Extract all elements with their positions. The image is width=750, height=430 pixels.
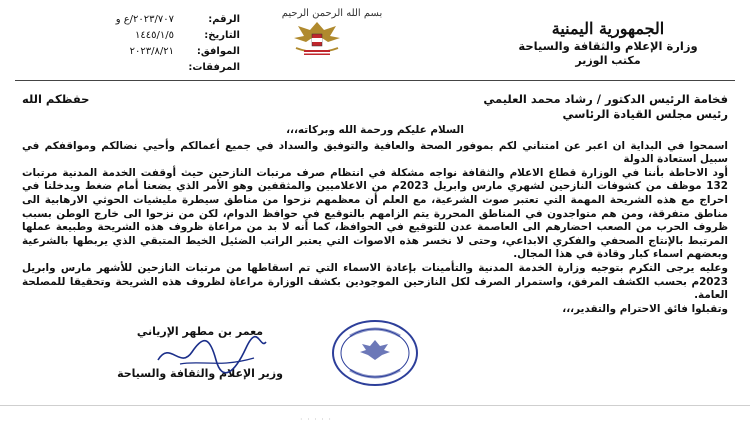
attach-label: المرفقات: bbox=[188, 62, 240, 73]
handwritten-signature bbox=[150, 330, 270, 380]
ministry-name: وزارة الإعلام والثقافة والسياحة bbox=[518, 39, 698, 53]
letter-footer bbox=[0, 405, 750, 430]
ref-value: ٢٠٢٣/٧٠٧/ع و bbox=[115, 14, 174, 25]
addressee: فخامة الرئيس الدكتور / رشاد محمد العليمي bbox=[483, 92, 728, 106]
date-value: ١٤٤٥/١/٥ bbox=[135, 30, 174, 41]
date-row bbox=[20, 28, 240, 44]
attach-value bbox=[20, 60, 180, 76]
office-name: مكتب الوزير bbox=[575, 54, 641, 67]
signer-name: معمر بن مطهر الإرياني bbox=[136, 325, 264, 338]
addressee-line bbox=[22, 92, 728, 107]
paragraph-3: وعليه يرجى التكرم بتوجيه وزارة الخدمة المدنية والتأمينات بإعادة الاسماء التي تم اسقاطها من مرتبات النازحين للأشهر مارس وابريل 2023م بحسب الكشف المرفق، واستمرار الصرف لكل النازحين الموجودين بكشف الوزارة مراعاة لظروف هذه الشريحة وتحقيقا للمصلحة العامة. bbox=[22, 261, 728, 302]
reference-block bbox=[20, 12, 240, 76]
paragraph-2: أود الاحاطة بأننا في الوزارة قطاع الاعلام والثقافة نواجه مشكلة في انتظام صرف مرتبات النازحين حيث أوقفت الخدمة المدنية مرتبات 132 موظف من كشوفات النازحين لشهري مارس وابريل 2023م من الاعلاميين والمثقفين وهو الأمر الذي يضعنا أمام ضغط ويدخلنا في احراج مع هذه الشريحة المهمة التي تعتبر صوت الشرعية، مع العلم أن معظمهم نزحوا من مناطق سيطرة مليشيات الحوثي الارهابية الى مناطق متفرقة، ومن هم متواجدون في المناطق المحررة يتم الزامهم بالتوقيع في حوافظ الدوام، لكن من نزحوا الى خارج الوطن بسبب ظروف الحرب من الصعب احضارهم الى العاصمة عدن للتوقيع في الحوافظ، كما أنه لا بد من مراعاة ظروف هذه الشريحة وطبيعة عملها المرتبط بالإنتاج الصحفي والفكري الابداعي، وحتى لا نخسر هذه الاصوات التي يعتبر الراتب الضئيل الخيط المتبقي الذي يربطها بالشرعية وبعضهم اسماء كبار وقادة في هذا المجال. bbox=[22, 166, 728, 261]
letterhead-ministry bbox=[488, 20, 728, 68]
attach-row bbox=[20, 60, 240, 76]
letter-body bbox=[22, 92, 728, 316]
honorific: حفظكم الله bbox=[22, 92, 90, 106]
header-divider bbox=[15, 80, 735, 81]
scan-watermark: · · · · · bbox=[300, 415, 332, 424]
paragraph-1: اسمحوا في البداية ان اعبر عن امتناني لكم بموفور الصحة والعافية والتوفيق والسداد في جميع أعمالكم وأحيي نضالكم ومواقفكم في سبيل استعادة الدولة bbox=[22, 139, 728, 166]
ref-label: الرقم: bbox=[208, 14, 240, 25]
equiv-label: الموافق: bbox=[196, 46, 240, 57]
official-stamp bbox=[330, 318, 420, 388]
equiv-row bbox=[20, 44, 240, 60]
signer-title: وزير الإعلام والثقافة والسياحة bbox=[117, 367, 283, 380]
closing: وتقبلوا فائق الاحترام والتقدير،،، bbox=[562, 302, 728, 315]
country-name: الجمهورية اليمنية bbox=[551, 19, 665, 38]
ref-row bbox=[20, 12, 240, 28]
greeting: السلام عليكم ورحمة الله وبركاته،،، bbox=[286, 124, 464, 136]
emblem-icon bbox=[282, 8, 352, 60]
equiv-value: ٢٠٢٣/٨/٢١ bbox=[129, 46, 174, 57]
addressee-title: رئيس مجلس القيادة الرئاسي bbox=[562, 107, 728, 121]
basmala: بسم الله الرحمن الرحيم bbox=[281, 8, 383, 19]
date-label: التاريخ: bbox=[204, 30, 240, 41]
